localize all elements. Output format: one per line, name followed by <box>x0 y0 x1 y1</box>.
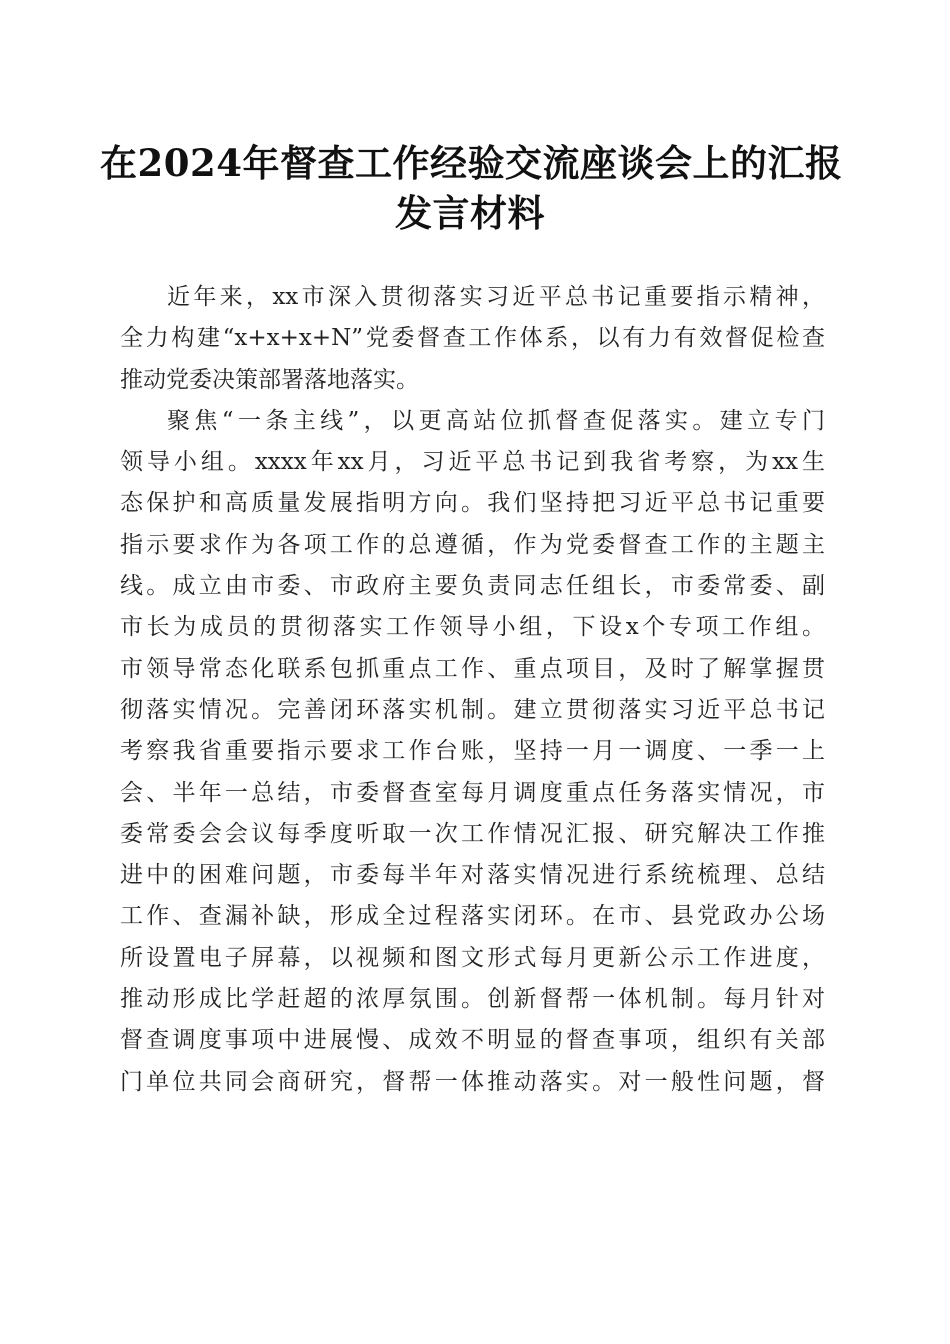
text-line: 市长为成员的贯彻落实工作领导小组，下设x个专项工作组。 <box>120 614 825 641</box>
text-line: 指示要求作为各项工作的总遵循，作为党委督查工作的主题主 <box>120 531 825 558</box>
text-line: 所设置电子屏幕，以视频和图文形式每月更新公示工作进度， <box>120 944 825 971</box>
text-line: 态保护和高质量发展指明方向。我们坚持把习近平总书记重要 <box>120 490 825 517</box>
text-line: 聚焦“一条主线”，以更高站位抓督查促落实。建立专门 <box>167 407 825 434</box>
text-line: 市领导常态化联系包抓重点工作、重点项目，及时了解掌握贯 <box>120 655 825 682</box>
text-line: 进中的困难问题，市委每半年对落实情况进行系统梳理、总结 <box>120 862 825 889</box>
title-line: 发言材料 <box>395 191 545 235</box>
text-line: 全力构建“x+x+x+N”党委督查工作体系，以有力有效督促检查 <box>120 325 825 352</box>
text-line: 工作、查漏补缺，形成全过程落实闭环。在市、县党政办公场 <box>120 903 825 930</box>
text-line: 推动党委决策部署落地落实。 <box>120 366 419 393</box>
text-line: 考察我省重要指示要求工作台账，坚持一月一调度、一季一上 <box>120 738 825 765</box>
text-line: 会、半年一总结，市委督查室每月调度重点任务落实情况，市 <box>120 779 825 806</box>
text-line: 门单位共同会商研究，督帮一体推动落实。对一般性问题，督 <box>120 1068 825 1095</box>
paragraph <box>120 277 825 401</box>
document-title <box>100 138 843 238</box>
text-line: 线。成立由市委、市政府主要负责同志任组长，市委常委、副 <box>120 573 825 600</box>
title-line: 在2024年督查工作经验交流座谈会上的汇报 <box>100 141 843 185</box>
text-line: 近年来，xx市深入贯彻落实习近平总书记重要指示精神， <box>167 284 825 310</box>
document-body <box>120 277 825 1103</box>
text-line: 督查调度事项中进展慢、成效不明显的督查事项，组织有关部 <box>120 1027 825 1054</box>
paragraph <box>120 401 825 1103</box>
text-line: 推动形成比学赶超的浓厚氛围。创新督帮一体机制。每月针对 <box>120 986 825 1013</box>
text-line: 领导小组。xxxx年xx月，习近平总书记到我省考察，为xx生 <box>120 449 825 476</box>
text-line: 委常委会会议每季度听取一次工作情况汇报、研究解决工作推 <box>120 820 825 847</box>
text-line: 彻落实情况。完善闭环落实机制。建立贯彻落实习近平总书记 <box>120 696 825 723</box>
